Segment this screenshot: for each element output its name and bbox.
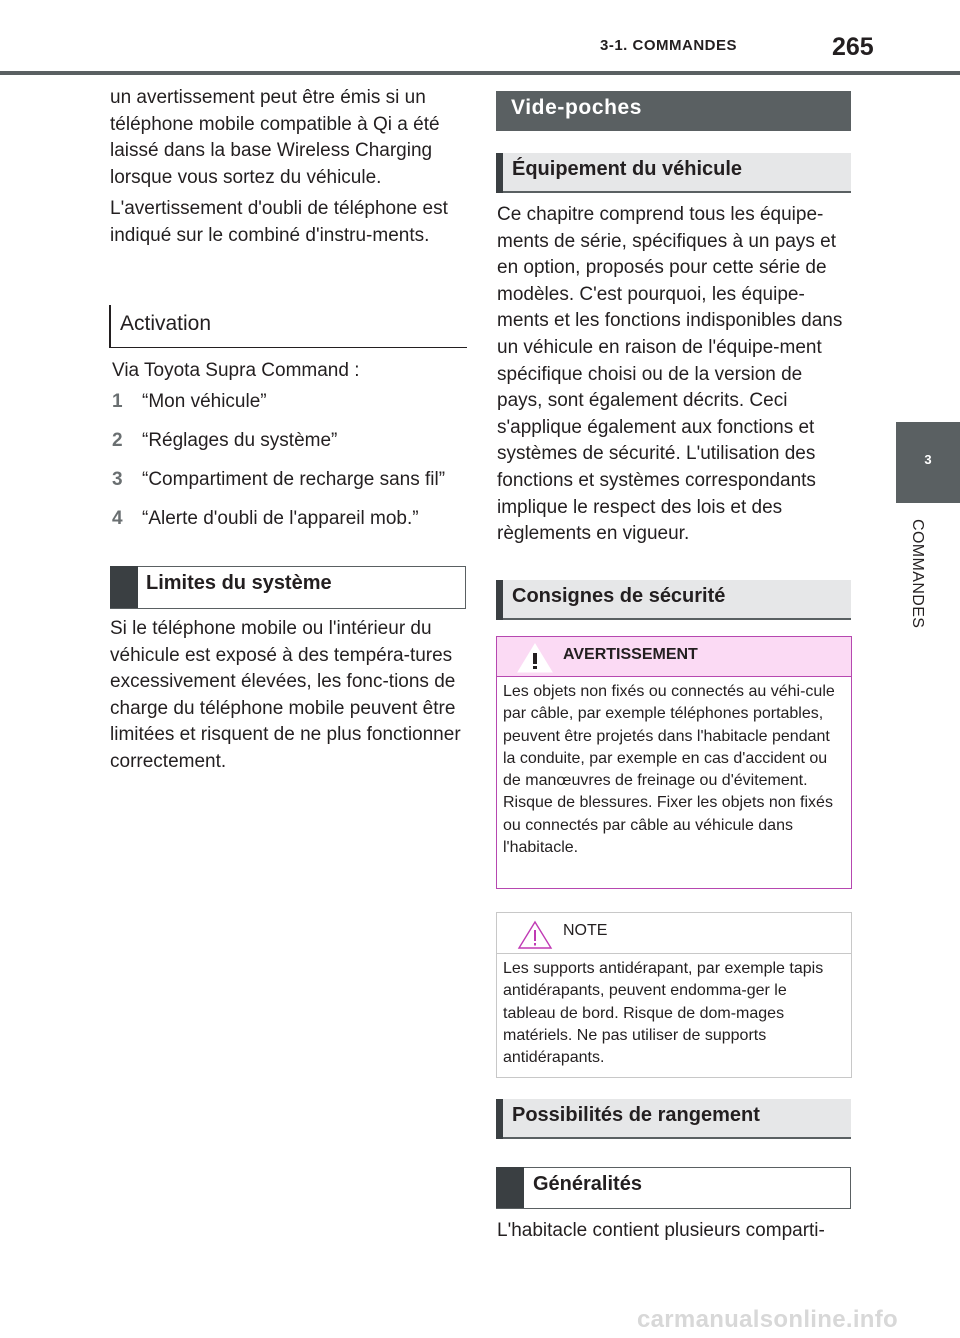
- step-text: “Alerte d'oubli de l'appareil mob.”: [142, 508, 419, 529]
- caution-triangle-icon: [517, 920, 553, 950]
- general-heading: Généralités: [533, 1173, 642, 1195]
- note-title: NOTE: [563, 922, 608, 939]
- storage-heading-marker: [496, 1099, 503, 1139]
- limits-paragraph: Si le téléphone mobile ou l'intérieur du véhicule est exposé à des tempéra-tures excessivement élevées, les fonc-tions de charge du téléphone mobile peuvent être limitées et risquent de ne plus fonctionner correctement.: [110, 618, 461, 772]
- warning-info-paragraph: L'avertissement d'oubli de téléphone est indiqué sur le combiné d'instru-ments.: [110, 198, 448, 246]
- list-item: [112, 389, 267, 416]
- equipment-heading: Équipement du véhicule: [512, 158, 743, 180]
- header-divider: [0, 71, 960, 75]
- list-item: [112, 467, 445, 494]
- note-text: Les supports antidérapant, par exemple tapis antidérapants, peuvent endomma-ger le tableau de bord. Risque de dom-mages matériels. Ne pas utiliser de supports antidérapants.: [503, 960, 824, 1067]
- step-number: 4: [112, 508, 123, 529]
- step-text: “Mon véhicule”: [142, 391, 267, 412]
- step-number: 3: [112, 469, 123, 490]
- chapter-tab: 3: [896, 422, 960, 503]
- step-text: “Réglages du système”: [142, 430, 338, 451]
- storage-heading: Possibilités de rangement: [512, 1104, 760, 1126]
- equipment-paragraph: Ce chapitre comprend tous les équipe-ments de série, spécifiques à un pays et en option, proposés pour cette série de modèles. C'est pourquoi, les équipe-ments et les fonctions indisponibles dans un véhicule en raison de l'équipe-ment spécifique choisi ou de la version de pays, sont également décrits. Ceci s'applique également aux fonctions et systèmes de sécurité. L'utilisation des fonctions et systèmes correspondants implique le respect des lois et des règlements en vigueur.: [497, 204, 843, 545]
- general-heading-marker: [496, 1167, 524, 1208]
- warning-triangle-icon: [517, 643, 553, 673]
- safety-heading: Consignes de sécurité: [512, 585, 726, 607]
- safety-heading-marker: [496, 580, 503, 620]
- page-number: 265: [832, 33, 874, 61]
- warning-title: AVERTISSEMENT: [563, 646, 698, 663]
- chapter-tab-label: COMMANDES: [909, 519, 926, 629]
- via-command-text: Via Toyota Supra Command :: [112, 360, 360, 381]
- intro-paragraph: un avertissement peut être émis si un téléphone mobile compatible à Qi a été laissé dans la base Wireless Charging lorsque vous sortez du véhicule.: [110, 87, 440, 188]
- limits-heading: Limites du système: [146, 572, 332, 594]
- list-item: [112, 506, 419, 533]
- warning-text: Les objets non fixés ou connectés au véhi-cule par câble, par exemple téléphones portables, peuvent être projetés dans l'habitacle pendant la conduite, par exemple en cas d'accident ou de manœuvres de freinage ou d'évitement. Risque de blessures. Fixer les objets non fixés ou connectés par câble au véhicule dans l'habitacle.: [503, 683, 835, 857]
- step-text: “Compartiment de recharge sans fil”: [142, 469, 446, 490]
- equipment-heading-marker: [496, 153, 503, 193]
- step-number: 2: [112, 430, 123, 451]
- section-title: 3-1. COMMANDES: [600, 37, 738, 54]
- watermark: carmanualsonline.info: [637, 1306, 899, 1333]
- step-number: 1: [112, 391, 123, 412]
- general-paragraph: L'habitacle contient plusieurs comparti-: [497, 1220, 825, 1241]
- limits-heading-marker: [110, 566, 138, 608]
- activation-heading: Activation: [120, 312, 212, 335]
- chapter-heading: Vide-poches: [511, 96, 643, 119]
- list-item: [112, 428, 337, 455]
